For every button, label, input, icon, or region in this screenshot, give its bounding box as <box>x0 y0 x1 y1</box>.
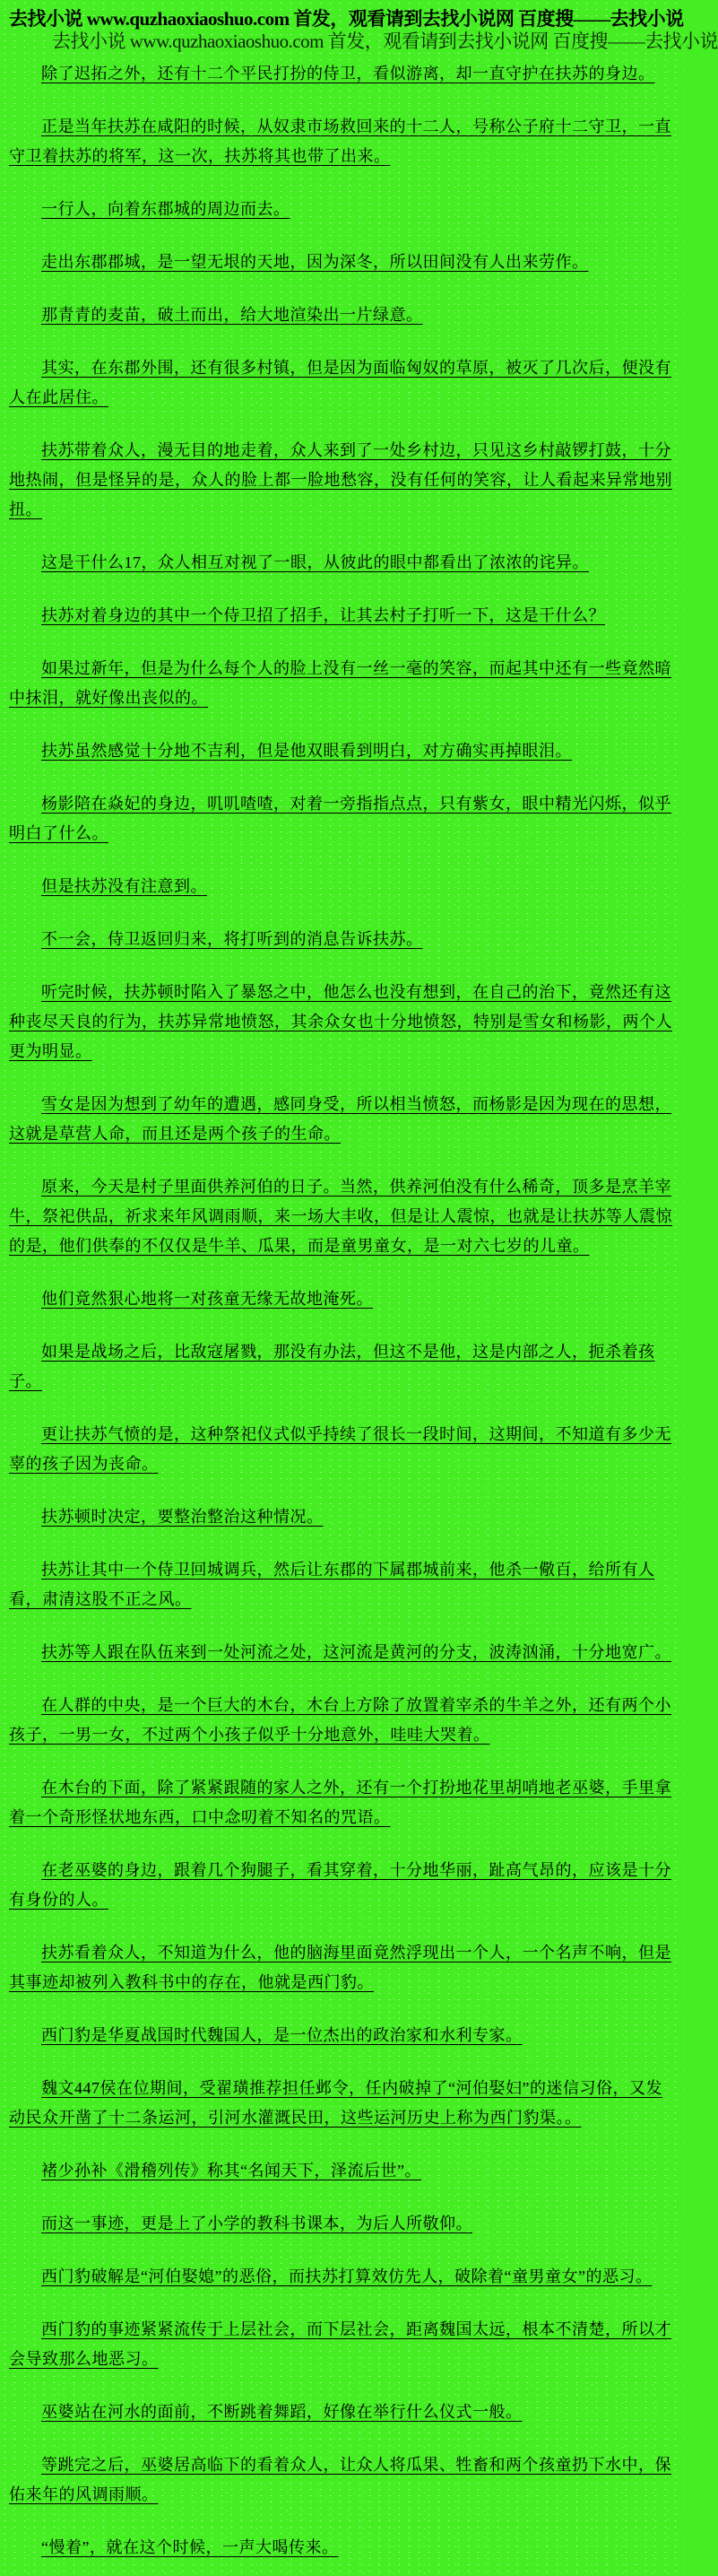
novel-paragraph: 听完时候，扶苏顿时陷入了暴怒之中，他怎么也没有想到，在自己的治下，竟然还有这种丧尽天良的行为，扶苏异常地愤怒，其余众女也十分地愤怒，特别是雪女和杨影，两个人更为明显。 <box>9 983 672 1060</box>
novel-paragraph: 扶苏看着众人，不知道为什么，他的脑海里面竟然浮现出一个人，一个名声不响，但是其事迹却被列入教科书中的存在，他就是西门豹。 <box>9 1944 671 1991</box>
novel-paragraph: 扶苏顿时决定，要整治整治这种情况。 <box>41 1508 324 1526</box>
novel-paragraph: 扶苏虽然感觉十分地不吉利，但是他双眼看到明白，对方确实再掉眼泪。 <box>41 742 572 760</box>
novel-paragraph: 扶苏等人跟在队伍来到一处河流之处，这河流是黄河的分支，波涛汹涌，十分地宽广。 <box>41 1643 671 1661</box>
novel-paragraph: 如果过新年，但是为什么每个人的脸上没有一丝一毫的笑容，而起其中还有一些竟然暗中抹泪，就好像出丧似的。 <box>9 659 671 707</box>
novel-paragraph: 在老巫婆的身边，跟着几个狗腿子，看其穿着，十分地华丽，趾高气昂的，应该是十分有身份的人。 <box>9 1861 671 1909</box>
site-banner-text: 去找小说 www.quzhaoxiaoshuo.com 首发，观看请到去找小说网 百度搜——去找小说 <box>9 8 684 30</box>
novel-paragraph: 其实，在东郡外围，还有很多村镇，但是因为面临匈奴的草原，被灭了几次后，便没有人在此居住。 <box>9 359 671 406</box>
novel-paragraph: 扶苏对着身边的其中一个侍卫招了招手，让其去村子打听一下，这是干什么？ <box>41 606 605 624</box>
novel-paragraph: 在人群的中央，是一个巨大的木台，木台上方除了放置着宰杀的牛羊之外，还有两个小孩子，一男一女，不过两个小孩子似乎十分地意外，哇哇大哭着。 <box>9 1696 671 1744</box>
novel-paragraph: 不一会，侍卫返回归来，将打听到的消息告诉扶苏。 <box>41 930 423 948</box>
clipped-text-line: 去找小说 www.quzhaoxiaoshuo.com 首发，观看请到去找小说网 百度搜——去找小说 <box>52 30 718 52</box>
novel-paragraph: 而这一事迹，更是上了小学的教科书课本，为后人所敬仰。 <box>41 2215 472 2232</box>
novel-paragraph: 扶苏带着众人，漫无目的地走着，众人来到了一处乡村边，只见这乡村敲锣打鼓，十分地热闹，但是怪异的是，众人的脸上都一脸地愁容，没有任何的笑容，让人看起来异常地别扭。 <box>9 441 672 518</box>
novel-paragraph: 西门豹是华夏战国时代魏国人，是一位杰出的政治家和水利专家。 <box>41 2026 523 2044</box>
novel-paragraph: 雪女是因为想到了幼年的遭遇，感同身受，所以相当愤怒，而杨影是因为现在的思想，这就是草营人命，而且还是两个孩子的生命。 <box>9 1095 671 1143</box>
novel-paragraph: 西门豹破解是“河伯娶媳”的恶俗，而扶苏打算效仿先人，破除着“童男童女”的恶习。 <box>41 2267 653 2285</box>
chapter-text <box>9 59 675 2563</box>
novel-paragraph: 正是当年扶苏在咸阳的时候，从奴隶市场救回来的十二人，号称公子府十二守卫，一直守卫着扶苏的将军，这一次，扶苏将其也带了出来。 <box>9 117 671 165</box>
novel-paragraph: 杨影陪在焱妃的身边，叽叽喳喳，对着一旁指指点点，只有紫女，眼中精光闪烁，似乎明白了什么。 <box>9 795 671 842</box>
novel-paragraph: 如果是战场之后，比敌寇屠戮，那没有办法，但这不是他，这是内部之人，扼杀着孩子。 <box>9 1343 655 1390</box>
novel-paragraph: 这是干什么17，众人相互对视了一眼，从彼此的眼中都看出了浓浓的诧异。 <box>41 553 589 571</box>
site-banner <box>9 7 718 52</box>
novel-paragraph: 走出东郡郡城，是一望无垠的天地，因为深冬，所以田间没有人出来劳作。 <box>41 253 589 271</box>
novel-paragraph: 那青青的麦苗，破土而出，给大地渲染出一片绿意。 <box>41 306 423 324</box>
novel-paragraph: “慢着”，就在这个时候，一声大喝传来。 <box>41 2538 339 2556</box>
novel-paragraph: 除了迟拓之外，还有十二个平民打扮的侍卫，看似游离，却一直守护在扶苏的身边。 <box>41 65 655 83</box>
novel-paragraph: 西门豹的事迹紧紧流传于上层社会，而下层社会，距离魏国太远，根本不清楚，所以才会导致那么地恶习。 <box>9 2320 671 2368</box>
novel-paragraph: 一行人，向着东郡城的周边而去。 <box>41 200 290 218</box>
novel-paragraph: 巫婆站在河水的面前，不断跳着舞蹈，好像在举行什么仪式一般。 <box>41 2403 523 2421</box>
novel-paragraph: 等跳完之后，巫婆居高临下的看着众人，让众人将瓜果、牲畜和两个孩童扔下水中，保佑来年的风调雨顺。 <box>9 2456 671 2503</box>
novel-paragraph: 魏文447侯在位期间，受翟璜推荐担任邺令，任内破掉了“河伯娶妇”的迷信习俗，又发动民众开凿了十二条运河，引河水灌溉民田，这些运河历史上称为西门豹渠。。 <box>9 2079 662 2127</box>
novel-paragraph: 在木台的下面，除了紧紧跟随的家人之外，还有一个打扮地花里胡哨地老巫婆，手里拿着一个奇形怪状地东西，口中念叨着不知名的咒语。 <box>9 1779 671 1826</box>
novel-paragraph: 但是扶苏没有注意到。 <box>41 877 207 895</box>
novel-paragraph: 褚少孙补《滑稽列传》称其“名闻天下，泽流后世”。 <box>41 2162 421 2180</box>
novel-paragraph: 更让扶苏气愤的是，这种祭祀仪式似乎持续了很长一段时间，这期间，不知道有多少无辜的孩子因为丧命。 <box>9 1425 671 1473</box>
novel-paragraph: 扶苏让其中一个侍卫回城调兵，然后让东郡的下属郡城前来，他杀一儆百，给所有人看，肃清这股不正之风。 <box>9 1561 655 1608</box>
novel-paragraph: 原来，今天是村子里面供养河伯的日子。当然，供养河伯没有什么稀奇，顶多是烹羊宰牛，祭祀供品，祈求来年风调雨顺，来一场大丰收，但是让人震惊，也就是让扶苏等人震惊的是，他们供奉的不仅仅是牛羊、瓜果，而是童男童女，是一对六七岁的儿童。 <box>9 1178 672 1255</box>
novel-paragraph: 他们竟然狠心地将一对孩童无缘无故地淹死。 <box>41 1290 373 1308</box>
